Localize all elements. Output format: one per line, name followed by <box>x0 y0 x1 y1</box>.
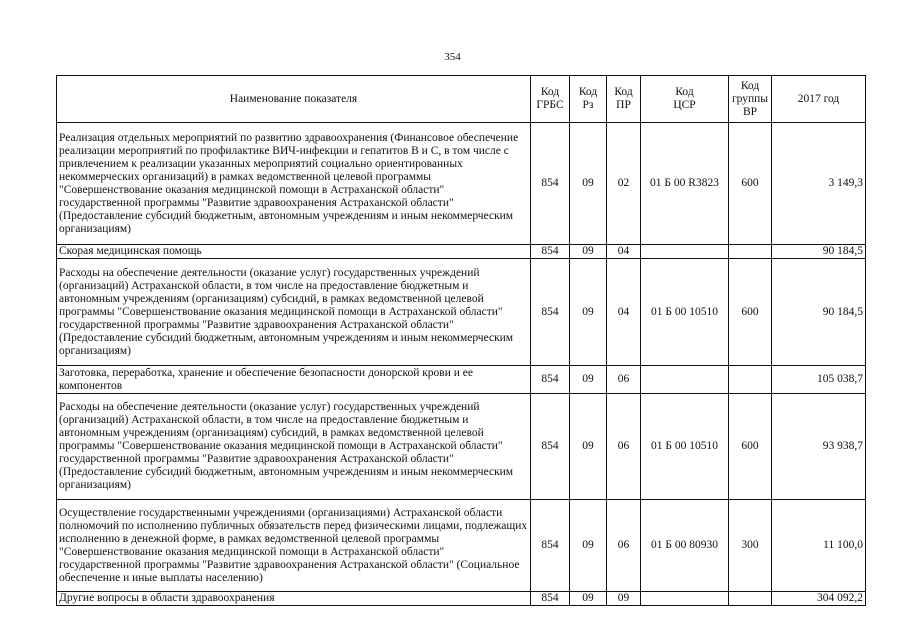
header-grbs-line2: ГРБС <box>536 99 564 111</box>
row-amount: 11 100,0 <box>772 500 866 592</box>
row-name: Скорая медицинская помощь <box>57 245 531 259</box>
header-grbs <box>531 76 570 123</box>
header-vr-line2: группы <box>731 92 769 105</box>
row-csr <box>641 592 729 606</box>
row-amount: 90 184,5 <box>772 245 866 259</box>
row-csr: 01 Б 00 R3823 <box>641 123 729 245</box>
header-rz <box>570 76 607 123</box>
row-rz: 09 <box>570 500 607 592</box>
row-amount: 304 092,2 <box>772 592 866 606</box>
row-name: Другие вопросы в области здравоохранения <box>57 592 531 606</box>
row-csr: 01 Б 00 80930 <box>641 500 729 592</box>
table-row <box>57 592 866 606</box>
page-number: 354 <box>444 51 461 63</box>
row-csr <box>641 366 729 394</box>
row-rz: 09 <box>570 245 607 259</box>
row-rz: 09 <box>570 366 607 394</box>
row-csr: 01 Б 00 10510 <box>641 394 729 500</box>
row-amount: 3 149,3 <box>772 123 866 245</box>
row-rz: 09 <box>570 123 607 245</box>
row-pr: 06 <box>607 394 641 500</box>
row-vr: 600 <box>729 394 772 500</box>
row-amount: 93 938,7 <box>772 394 866 500</box>
row-grbs: 854 <box>531 123 570 245</box>
header-csr <box>641 76 729 123</box>
table-row <box>57 500 866 592</box>
row-grbs: 854 <box>531 245 570 259</box>
row-grbs: 854 <box>531 394 570 500</box>
table-row <box>57 245 866 259</box>
row-vr: 300 <box>729 500 772 592</box>
header-rz-line2: Рз <box>582 99 594 111</box>
header-rz-line1: Код <box>578 86 598 98</box>
budget-table <box>56 75 866 606</box>
row-pr: 02 <box>607 123 641 245</box>
row-csr: 01 Б 00 10510 <box>641 259 729 366</box>
row-amount: 90 184,5 <box>772 259 866 366</box>
row-rz: 09 <box>570 259 607 366</box>
header-vr-line1: Код <box>740 79 760 92</box>
header-pr <box>607 76 641 123</box>
row-pr: 09 <box>607 592 641 606</box>
header-vr-line3: ВР <box>742 105 758 118</box>
header-vr <box>729 76 772 123</box>
table-row <box>57 394 866 500</box>
row-vr <box>729 245 772 259</box>
header-year: 2017 год <box>772 76 866 123</box>
row-csr <box>641 245 729 259</box>
row-vr <box>729 366 772 394</box>
row-vr: 600 <box>729 259 772 366</box>
row-grbs: 854 <box>531 592 570 606</box>
row-name: Заготовка, переработка, хранение и обеспечение безопасности донорской крови и ее компонентов <box>57 366 531 394</box>
table-row <box>57 366 866 394</box>
row-amount: 105 038,7 <box>772 366 866 394</box>
row-name: Реализация отдельных мероприятий по развитию здравоохранения (Финансовое обеспечение реализации мероприятий по профилактике ВИЧ-инфекции и гепатитов В и С, в том числе с привлечением к реализации указанных мероприятий социально ориентированных некоммерческих организаций) в рамках ведомственной целевой программы "Совершенствование оказания медицинской помощи в Астраханской области" государственной программы "Развитие здравоохранения Астраханской области" (Предоставление субсидий бюджетным, автономным учреждениям и иным некоммерческим организациям) <box>57 123 531 245</box>
row-grbs: 854 <box>531 500 570 592</box>
table-row <box>57 259 866 366</box>
row-grbs: 854 <box>531 366 570 394</box>
header-csr-line1: Код <box>675 86 694 98</box>
row-vr: 600 <box>729 123 772 245</box>
row-pr: 06 <box>607 366 641 394</box>
header-name: Наименование показателя <box>57 76 531 123</box>
row-name: Осуществление государственными учреждениями (организациями) Астраханской области полномочий по исполнению публичных обязательств перед физическими лицами, подлежащих исполнению в денежной форме, в рамках ведомственной целевой программы "Совершенствование оказания медицинской помощи в Астраханской области" государственной программы "Развитие здравоохранения Астраханской области" (Социальное обеспечение и иные выплаты населению) <box>57 500 531 592</box>
row-rz: 09 <box>570 394 607 500</box>
row-name: Расходы на обеспечение деятельности (оказание услуг) государственных учреждений (организаций) Астраханской области, в том числе на предоставление бюджетным и автономным учреждениям (организациям) субсидий, в рамках ведомственной целевой программы "Совершенствование оказания медицинской помощи в Астраханской области" государственной программы "Развитие здравоохранения Астраханской области" (Предоставление субсидий бюджетным, автономным учреждениям и иным некоммерческим организациям) <box>57 259 531 366</box>
table-header-row <box>57 76 866 123</box>
header-pr-line1: Код <box>614 86 633 98</box>
header-pr-line2: ПР <box>616 99 631 111</box>
header-grbs-line1: Код <box>540 86 560 98</box>
row-name: Расходы на обеспечение деятельности (оказание услуг) государственных учреждений (организаций) Астраханской области, в том числе на предоставление бюджетным и автономным учреждениям (организациям) субсидий, в рамках ведомственной целевой программы "Совершенствование оказания медицинской помощи в Астраханской области" государственной программы "Развитие здравоохранения Астраханской области" (Предоставление субсидий бюджетным, автономным учреждениям и иным некоммерческим организациям) <box>57 394 531 500</box>
row-pr: 04 <box>607 259 641 366</box>
row-pr: 04 <box>607 245 641 259</box>
table-row <box>57 123 866 245</box>
row-rz: 09 <box>570 592 607 606</box>
row-pr: 06 <box>607 500 641 592</box>
row-vr <box>729 592 772 606</box>
header-csr-line2: ЦСР <box>673 99 696 111</box>
row-grbs: 854 <box>531 259 570 366</box>
